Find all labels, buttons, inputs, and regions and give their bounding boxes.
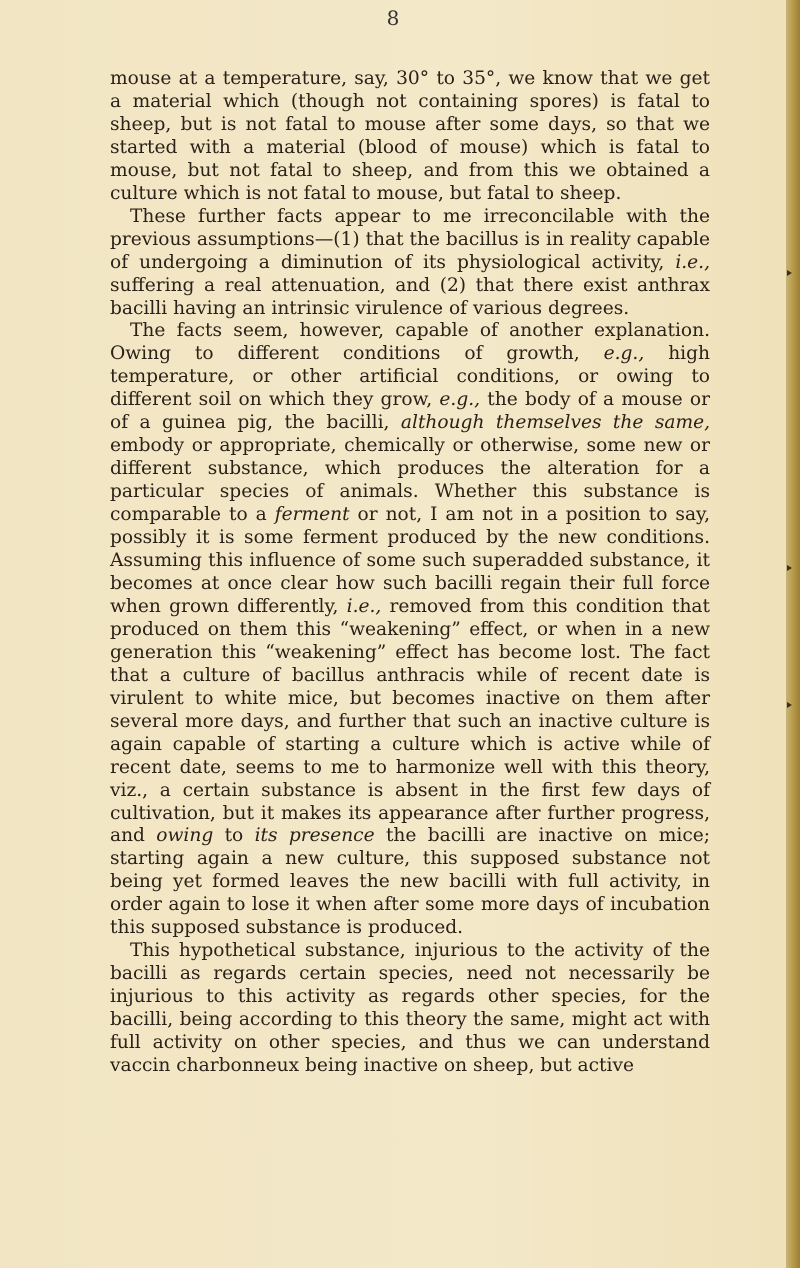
text-run: This hypothetical substance, injurious to the activity of the bacilli as regards certain species, need not necessarily be injurious to this activity as regards other species, for the bacilli, being according to this theory the same, might act with full activity on other species, and thus we can understand vaccin charbonneux being inactive on sheep, but active — [110, 940, 710, 1076]
edge-mark — [787, 565, 792, 571]
text-run: suffering a real attenuation, and (2) that there exist anthrax bacilli having an intrinsic virulence of various degrees. — [110, 274, 710, 319]
text-run: or not, I am not in a position to say, possibly it is some ferment produced by the new conditions. Assuming this influence of some such superadded substance, it becomes at once clear how such bacilli regain their full force when grown differently, — [110, 504, 710, 617]
italic-run: e.g., — [439, 389, 481, 411]
italic-run: i.e., — [675, 251, 710, 273]
paragraph — [110, 940, 710, 1078]
edge-mark — [787, 270, 792, 276]
text-run: the body of a mouse or of a guinea pig, the bacilli, — [110, 389, 711, 434]
paragraph — [110, 68, 710, 206]
text-run: These further facts appear to me irreconcilable with the previous assumptions—(1) that the bacillus is in reality capable of undergoing a diminution of its physiological activity, — [110, 205, 710, 273]
text-run: high temperature, or other artificial conditions, or owing to different soil on which they grow, — [110, 343, 710, 411]
edge-mark — [787, 702, 792, 708]
paragraph — [110, 320, 710, 940]
page-edge — [786, 0, 800, 1268]
paragraph — [110, 206, 710, 321]
italic-run: owing — [156, 825, 214, 847]
italic-run: although themselves the same, — [400, 412, 710, 434]
italic-run: i.e., — [346, 595, 382, 617]
body-text — [110, 68, 710, 1078]
text-run: the bacilli are inactive on mice; starting again a new culture, this supposed substance not being yet formed leaves the new bacilli with full activity, in order again to lose it when after some more days of incubation this supposed substance is produced. — [110, 825, 710, 939]
text-run: to — [213, 825, 255, 847]
text-run: mouse at a temperature, say, 30° to 35°, we know that we get a material which (though not containing spores) is fatal to sheep, but is not fatal to mouse after some days, so that we started with a material (blood of mouse) which is fatal to mouse, but not fatal to sheep, and from this we obtained a culture which is not fatal to mouse, but fatal to sheep. — [110, 68, 710, 204]
text-run: The facts seem, however, capable of another explanation. Owing to different conditions of growth, — [110, 320, 710, 365]
italic-run: ferment — [274, 504, 350, 526]
text-run: embody or appropriate, chemically or otherwise, some new or different substance, which produces the alteration for a particular species of animals. Whether this substance is comparable to a — [110, 435, 710, 526]
italic-run: e.g., — [603, 343, 645, 365]
text-run: removed from this condition that produced on them this “weakening” effect, or when in a new generation this “weakening” effect has become lost. The fact that a culture of bacillus anthracis while of recent date is virulent to white mice, but becomes inactive on them after several more days, and further that such an inactive culture is again capable of starting a culture which is active while of recent date, seems to me to harmonize well with this theory, viz., a certain substance is absent in the first few days of cultivation, but it makes its appearance after further progress, and — [110, 595, 710, 847]
page-number: 8 — [386, 6, 400, 30]
italic-run: its presence — [254, 825, 375, 847]
